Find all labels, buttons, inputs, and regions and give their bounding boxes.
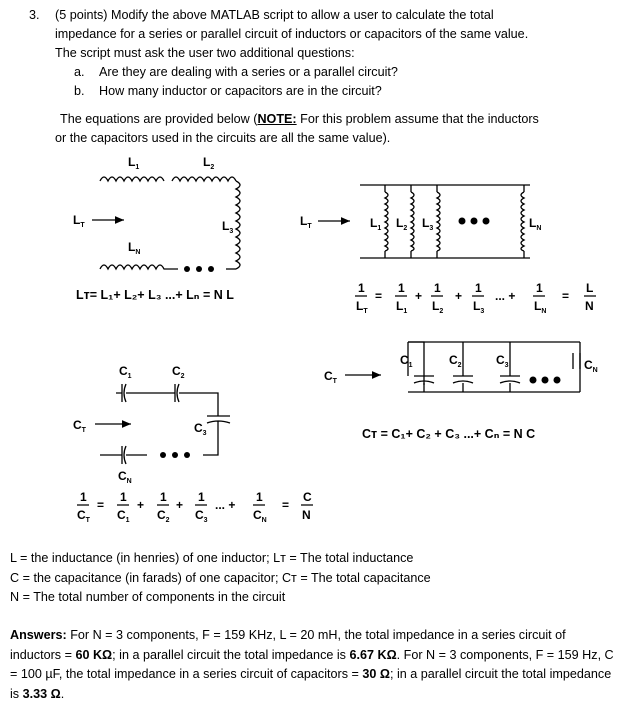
coil-ln bbox=[100, 265, 178, 269]
svg-text:CT: $C_T$ bbox=[73, 418, 86, 434]
svg-text:LN: $L_N$ bbox=[529, 216, 542, 232]
svg-text:... +: ... + bbox=[495, 289, 516, 303]
list-marker-b: b. bbox=[74, 84, 85, 98]
definition-inductance: L = the inductance (in henries) of one inductor; Lᴛ = The total inductance bbox=[10, 551, 414, 565]
coil-ln bbox=[521, 192, 524, 251]
svg-text:L3: $L_3$ bbox=[422, 216, 434, 232]
svg-text:L: L bbox=[586, 281, 594, 295]
coil-l2 bbox=[172, 177, 236, 181]
svg-text:LT: $L_T$ bbox=[356, 299, 368, 315]
svg-text:C3: $C_3$ bbox=[194, 421, 207, 437]
svg-text:1: 1 bbox=[434, 281, 441, 295]
svg-text:L1: $L_1$ bbox=[396, 299, 408, 315]
coil-l1 bbox=[100, 177, 164, 181]
svg-text:C3: $C_3$ bbox=[496, 353, 509, 369]
note-pre: The equations are provided below ( bbox=[60, 112, 258, 126]
svg-text:+: + bbox=[137, 498, 145, 512]
answers-label: Answers: bbox=[10, 628, 67, 642]
answers-paragraph bbox=[10, 626, 616, 704]
svg-text:L2: $L_2$ bbox=[203, 155, 215, 171]
svg-text:1: 1 bbox=[398, 281, 405, 295]
answers-text-3: . For N = 3 components, F = 159 Hz, C = 100 µF, the total impedance in a series circuit of capacitors = bbox=[10, 647, 614, 681]
svg-text:1: 1 bbox=[475, 281, 482, 295]
svg-text:C1: $C_1$ bbox=[119, 364, 132, 380]
svg-text:LT: $L_T$ bbox=[73, 213, 85, 229]
answer-parallel-capacitor: 3.33 Ω bbox=[22, 686, 61, 701]
svg-text:C3: $C_3$ bbox=[195, 508, 208, 524]
question-line-3: The script must ask the user two additional questions: bbox=[55, 46, 355, 60]
svg-text:CT: $C_T$ bbox=[77, 508, 90, 524]
svg-text:L1: $L_1$ bbox=[370, 216, 382, 232]
svg-text:N: N bbox=[585, 299, 594, 313]
answer-series-inductor: 60 KΩ bbox=[75, 647, 113, 662]
svg-text:=: = bbox=[282, 498, 290, 512]
note-line-2: or the capacitors used in the circuits are all the same value). bbox=[55, 131, 391, 145]
answer-parallel-inductor: 6.67 KΩ bbox=[349, 647, 397, 662]
definition-count: N = The total number of components in the circuit bbox=[10, 590, 286, 604]
series-capacitor-circuit bbox=[77, 384, 313, 505]
list-marker-a: a. bbox=[74, 65, 85, 79]
svg-text:1: 1 bbox=[120, 490, 127, 504]
coil-l1 bbox=[385, 192, 388, 251]
note-label: NOTE: bbox=[257, 112, 297, 126]
svg-text:=: = bbox=[375, 289, 383, 303]
coil-l2 bbox=[411, 192, 414, 251]
svg-text:1: 1 bbox=[160, 490, 167, 504]
series-inductor-circuit bbox=[92, 177, 240, 269]
svg-text:CN: $C_N$ bbox=[584, 358, 598, 374]
svg-text:... +: ... + bbox=[215, 498, 236, 512]
svg-text:1: 1 bbox=[80, 490, 87, 504]
svg-text:LN: $L_N$ bbox=[534, 299, 547, 315]
note-post: For this problem assume that the inductors bbox=[296, 112, 539, 126]
list-item-a: Are they are dealing with a series or a parallel circuit? bbox=[99, 65, 398, 79]
answers-text-5: . bbox=[60, 686, 65, 701]
svg-text:L2: $L_2$ bbox=[396, 216, 408, 232]
svg-text:1: 1 bbox=[358, 281, 365, 295]
parallel-capacitor-circuit bbox=[345, 342, 580, 392]
question-number: 3. bbox=[29, 8, 40, 22]
svg-text:C1: $C_1$ bbox=[117, 508, 130, 524]
svg-text:CN: $C_N$ bbox=[118, 469, 132, 485]
svg-text:1: 1 bbox=[256, 490, 263, 504]
parallel-capacitor-equation: Cᴛ = C₁+ C₂ + C₃ ...+ Cₙ = N C bbox=[362, 427, 536, 441]
question-line-1: (5 points) Modify the above MATLAB script to allow a user to calculate the total bbox=[55, 8, 494, 22]
svg-text:=: = bbox=[562, 289, 570, 303]
svg-text:L1: $L_1$ bbox=[128, 155, 140, 171]
svg-text:N: N bbox=[302, 508, 311, 522]
svg-text:+: + bbox=[176, 498, 184, 512]
svg-text:L3: $L_3$ bbox=[473, 299, 485, 315]
svg-text:C2: $C_2$ bbox=[157, 508, 170, 524]
svg-text:CT: $C_T$ bbox=[324, 369, 337, 385]
svg-text:LT: $L_T$ bbox=[300, 214, 312, 230]
svg-text:=: = bbox=[97, 498, 105, 512]
series-inductor-equation: Lᴛ= L₁+ L₂+ L₃ ...+ Lₙ = N L bbox=[76, 288, 234, 302]
svg-text:C1: $C_1$ bbox=[400, 353, 413, 369]
answers-text-1: For N = 3 components, F = 159 KHz, L = 20 mH, the total impedance in a series circuit of inductors = bbox=[10, 628, 566, 662]
svg-text:+: + bbox=[455, 289, 463, 303]
coil-l3 bbox=[236, 181, 240, 269]
definition-capacitance: C = the capacitance (in farads) of one capacitor; Cᴛ = The total capacitance bbox=[10, 570, 431, 585]
svg-text:L2: $L_2$ bbox=[432, 299, 444, 315]
question-line-2: impedance for a series or parallel circuit of inductors or capacitors of the same value. bbox=[55, 27, 529, 41]
svg-text:CN: $C_N$ bbox=[253, 508, 267, 524]
svg-text:+: + bbox=[415, 289, 423, 303]
definitions bbox=[10, 549, 431, 608]
svg-text:C2: $C_2$ bbox=[449, 353, 462, 369]
answers-text-4: ; in a parallel circuit the total impedance is bbox=[10, 667, 612, 701]
svg-text:C: C bbox=[303, 490, 312, 504]
coil-l3 bbox=[437, 192, 440, 251]
svg-text:LN: $L_N$ bbox=[128, 240, 141, 256]
list-item-b: How many inductor or capacitors are in the circuit? bbox=[99, 84, 382, 98]
svg-text:C2: $C_2$ bbox=[172, 364, 185, 380]
svg-text:1: 1 bbox=[198, 490, 205, 504]
answers-text-2: ; in a parallel circuit the total impedance is bbox=[112, 647, 350, 662]
answer-series-capacitor: 30 Ω bbox=[362, 667, 390, 681]
svg-text:1: 1 bbox=[536, 281, 543, 295]
svg-text:L3: $L_3$ bbox=[222, 219, 234, 235]
